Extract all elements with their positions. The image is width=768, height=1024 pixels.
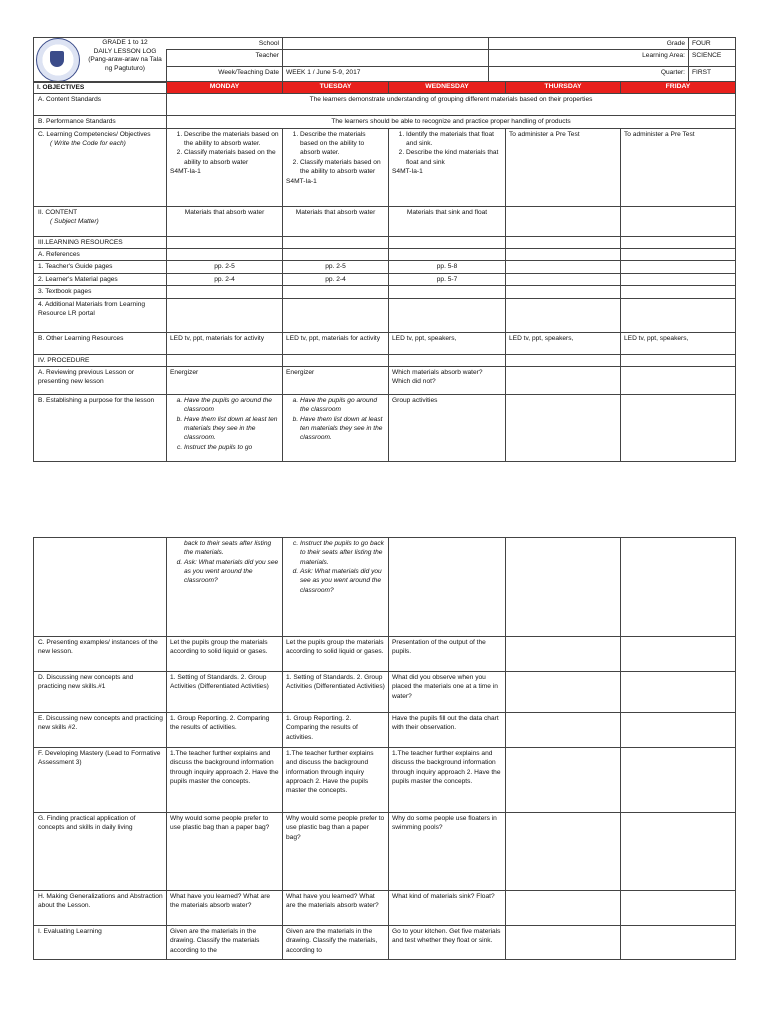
content-tuesday: Materials that absorb water bbox=[283, 206, 389, 236]
teacher-label: Teacher bbox=[167, 50, 283, 66]
other-resources-thursday: LED tv, ppt, speakers, bbox=[506, 332, 621, 354]
list-item: b. Have them list down at least ten materials they see in the classroom. bbox=[300, 415, 385, 443]
procedure-d-label: D. Discussing new concepts and practicing new skills.#1 bbox=[34, 672, 167, 713]
day-header-friday: FRIDAY bbox=[621, 82, 736, 94]
list-item: 2. Describe the kind materials that float and sink bbox=[406, 148, 502, 167]
learning-area-label: Learning Area: bbox=[489, 50, 689, 66]
learners-material-wednesday: pp. 5-7 bbox=[389, 273, 506, 285]
quarter-value[interactable]: FIRST bbox=[689, 66, 736, 82]
procedure-g-monday: Why would some people prefer to use plastic bag than a paper bag? bbox=[167, 813, 283, 891]
list-item: a. Have the pupils go around the classroom bbox=[184, 396, 279, 415]
procedure-h-wednesday: What kind of materials sink? Float? bbox=[389, 891, 506, 926]
procedure-c-tuesday: Let the pupils group the materials according to solid liquid or gases. bbox=[283, 637, 389, 672]
learners-material-label: 2. Learner's Material pages bbox=[34, 273, 167, 285]
learning-area-value[interactable]: SCIENCE bbox=[689, 50, 736, 66]
day-header-wednesday: WEDNESDAY bbox=[389, 82, 506, 94]
list-item: a. Have the pupils go around the classroom bbox=[300, 396, 385, 415]
content-label: II. CONTENT bbox=[38, 208, 78, 216]
procedure-c-label: C. Presenting examples/ instances of the new lesson. bbox=[34, 637, 167, 672]
day-header-tuesday: TUESDAY bbox=[283, 82, 389, 94]
content-standards-value: The learners demonstrate understanding of grouping different materials based on their properties bbox=[167, 94, 736, 116]
content-wednesday: Materials that sink and float bbox=[389, 206, 506, 236]
list-item: b. Have them list down at least ten materials they see in the classroom. bbox=[184, 415, 279, 443]
content-label-cell bbox=[34, 206, 167, 236]
competency-code: S4MT-Ia-1 bbox=[392, 168, 423, 176]
teachers-guide-tuesday: pp. 2-5 bbox=[283, 261, 389, 273]
competencies-label-cell bbox=[34, 128, 167, 206]
procedure-f-monday: 1.The teacher further explains and discuss the background information through inquiry approach 2. Have the pupils master the concepts. bbox=[167, 748, 283, 813]
lesson-log-table-continued bbox=[33, 537, 736, 960]
procedure-e-wednesday: Have the pupils fill out the data chart with their observation. bbox=[389, 713, 506, 748]
teachers-guide-monday: pp. 2-5 bbox=[167, 261, 283, 273]
continued-tuesday bbox=[283, 538, 389, 637]
content-note: ( Subject Matter) bbox=[50, 218, 99, 226]
procedure-b-tuesday bbox=[283, 394, 389, 461]
procedure-g-label: G. Finding practical application of concepts and skills in daily living bbox=[34, 813, 167, 891]
continued-monday bbox=[167, 538, 283, 637]
list-item: c. Instruct the pupils to go back to their seats after listing the materials. bbox=[300, 539, 385, 567]
learners-material-tuesday: pp. 2-4 bbox=[283, 273, 389, 285]
week-label: Week/Teaching Date bbox=[167, 66, 283, 82]
competencies-label: C. Learning Competencies/ Objectives bbox=[38, 130, 151, 138]
lesson-log-header bbox=[33, 37, 736, 83]
list-item: 1. Describe the materials based on the ability to absorb water. bbox=[184, 130, 279, 149]
procedure-f-tuesday: 1.The teacher further explains and discuss the background information through inquiry approach 2. Have the pupils master the concepts. bbox=[283, 748, 389, 813]
competencies-monday bbox=[167, 128, 283, 206]
competencies-wednesday bbox=[389, 128, 506, 206]
competencies-note: ( Write the Code for each) bbox=[50, 140, 126, 148]
teacher-value[interactable] bbox=[283, 50, 489, 66]
performance-standards-value: The learners should be able to recognize and practice proper handling of products bbox=[167, 116, 736, 128]
other-resources-monday: LED tv, ppt, materials for activity bbox=[167, 332, 283, 354]
procedure-d-monday: 1. Setting of Standards. 2. Group Activities (Differentiated Activities) bbox=[167, 672, 283, 713]
list-item: c. Instruct the pupils to go bbox=[184, 443, 279, 452]
competency-code: S4MT-Ia-1 bbox=[170, 168, 201, 176]
lesson-log-table bbox=[33, 81, 736, 462]
other-resources-label: B. Other Learning Resources bbox=[34, 332, 167, 354]
day-header-thursday: THURSDAY bbox=[506, 82, 621, 94]
content-thursday bbox=[506, 206, 621, 236]
performance-standards-label: B. Performance Standards bbox=[34, 116, 167, 128]
procedure-a-tuesday: Energizer bbox=[283, 366, 389, 394]
references-label: A. References bbox=[34, 249, 167, 261]
school-value[interactable] bbox=[283, 38, 489, 50]
list-item: d. Ask: What materials did you see as you went around the classroom? bbox=[184, 558, 279, 586]
other-resources-tuesday: LED tv, ppt, materials for activity bbox=[283, 332, 389, 354]
procedure-e-label: E. Discussing new concepts and practicing new skills #2. bbox=[34, 713, 167, 748]
procedure-b-label: B. Establishing a purpose for the lesson bbox=[34, 394, 167, 461]
procedure-f-label: F. Developing Mastery (Lead to Formative Assessment 3) bbox=[34, 748, 167, 813]
procedure-a-monday: Energizer bbox=[167, 366, 283, 394]
list-item: d. Ask: What materials did you see as you went around the classroom? bbox=[300, 567, 385, 595]
continued-text: back to their seats after listing the materials. bbox=[184, 540, 272, 557]
procedure-c-wednesday: Presentation of the output of the pupils. bbox=[389, 637, 506, 672]
procedure-h-tuesday: What have you learned? What are the materials absorb water? bbox=[283, 891, 389, 926]
other-resources-wednesday: LED tv, ppt, speakers, bbox=[389, 332, 506, 354]
list-item: 2. Classify materials based on the ability to absorb water bbox=[300, 158, 385, 177]
grade-label: Grade bbox=[489, 38, 689, 50]
content-monday: Materials that absorb water bbox=[167, 206, 283, 236]
textbook-label: 3. Textbook pages bbox=[34, 286, 167, 298]
procedure-e-monday: 1. Group Reporting. 2. Comparing the results of activities. bbox=[167, 713, 283, 748]
teachers-guide-label: 1. Teacher's Guide pages bbox=[34, 261, 167, 273]
procedure-a-wednesday: Which materials absorb water? Which did not? bbox=[389, 366, 506, 394]
procedure-b-monday bbox=[167, 394, 283, 461]
deped-seal-icon bbox=[36, 38, 80, 82]
additional-materials-label: 4. Additional Materials from Learning Resource LR portal bbox=[34, 298, 167, 332]
header-id-cell bbox=[34, 38, 167, 83]
procedure-d-wednesday: What did you observe when you placed the materials one at a time in water? bbox=[389, 672, 506, 713]
content-friday bbox=[621, 206, 736, 236]
procedure-d-tuesday: 1. Setting of Standards. 2. Group Activities (Differentiated Activities) bbox=[283, 672, 389, 713]
grade-value[interactable]: FOUR bbox=[689, 38, 736, 50]
list-item: 1. Identify the materials that float and sink. bbox=[406, 130, 502, 149]
objectives-heading: I. OBJECTIVES bbox=[34, 82, 167, 94]
teachers-guide-wednesday: pp. 5-8 bbox=[389, 261, 506, 273]
list-item: 2. Classify materials based on the ability to absorb water bbox=[184, 148, 279, 167]
procedure-b-wednesday: Group activities bbox=[389, 394, 506, 461]
week-value[interactable]: WEEK 1 / June 5-9, 2017 bbox=[283, 66, 489, 82]
grade-range: GRADE 1 to 12 bbox=[102, 39, 148, 46]
quarter-label: Quarter: bbox=[489, 66, 689, 82]
procedure-h-monday: What have you learned? What are the materials absorb water? bbox=[167, 891, 283, 926]
procedure-i-monday: Given are the materials in the drawing. Classify the materials according to the bbox=[167, 926, 283, 960]
learners-material-monday: pp. 2-4 bbox=[167, 273, 283, 285]
resources-heading: III.LEARNING RESOURCES bbox=[34, 236, 167, 248]
procedure-i-tuesday: Given are the materials in the drawing. Classify the materials, according to bbox=[283, 926, 389, 960]
procedure-f-wednesday: 1.The teacher further explains and discuss the background information through inquiry approach 2. Have the pupils master the concepts. bbox=[389, 748, 506, 813]
list-item: 1. Describe the materials based on the ability to absorb water. bbox=[300, 130, 385, 158]
procedure-e-tuesday: 1. Group Reporting. 2. Comparing the results of activities. bbox=[283, 713, 389, 748]
procedure-h-label: H. Making Generalizations and Abstraction about the Lesson. bbox=[34, 891, 167, 926]
procedure-heading: IV. PROCEDURE bbox=[34, 354, 167, 366]
procedure-i-wednesday: Go to your kitchen. Get five materials and test whether they float or sink. bbox=[389, 926, 506, 960]
procedure-g-tuesday: Why would some people prefer to use plastic bag than a paper bag? bbox=[283, 813, 389, 891]
log-title: DAILY LESSON LOG bbox=[93, 47, 157, 55]
day-header-monday: MONDAY bbox=[167, 82, 283, 94]
competencies-friday: To administer a Pre Test bbox=[621, 128, 736, 206]
school-label: School bbox=[167, 38, 283, 50]
competencies-thursday: To administer a Pre Test bbox=[506, 128, 621, 206]
log-subtitle: (Pang-araw-araw na Tala ng Pagtuturo) bbox=[88, 56, 162, 72]
procedure-c-monday: Let the pupils group the materials according to solid liquid or gases. bbox=[167, 637, 283, 672]
procedure-g-wednesday: Why do some people use floaters in swimming pools? bbox=[389, 813, 506, 891]
competencies-tuesday bbox=[283, 128, 389, 206]
other-resources-friday: LED tv, ppt, speakers, bbox=[621, 332, 736, 354]
competency-code: S4MT-Ia-1 bbox=[286, 177, 317, 185]
procedure-a-label: A. Reviewing previous Lesson or presenting new lesson bbox=[34, 366, 167, 394]
content-standards-label: A. Content Standards bbox=[34, 94, 167, 116]
procedure-i-label: I. Evaluating Learning bbox=[34, 926, 167, 960]
